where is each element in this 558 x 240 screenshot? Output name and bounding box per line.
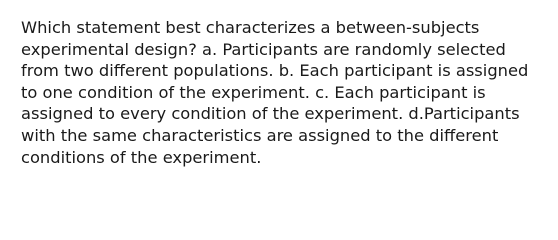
question-text: Which statement best characterizes a between-subjects experimental design? a. Participants are randomly selected from two different populations. b. Each participant is assigned to one condition of the experiment. c. Each participant is assigned to every condition of the experiment. d.Participants with the same characteristics are assigned to the different conditions of the experiment.: [21, 18, 529, 167]
